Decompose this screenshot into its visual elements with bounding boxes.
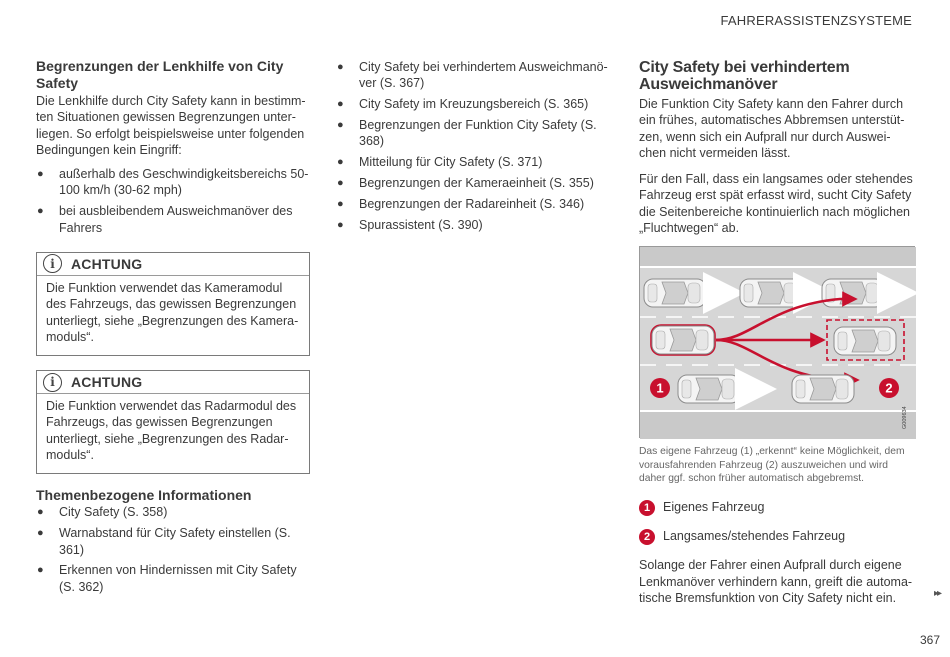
legend-label: Eigenes Fahrzeug	[663, 500, 765, 515]
warning-note-header	[37, 253, 309, 276]
related-link[interactable]: ● Erkennen von Hindernissen mit City Safety (S. 362)	[37, 563, 297, 594]
legend-slow-vehicle	[639, 528, 915, 545]
warning-text: Die Funktion verwendet das Kameramodul des Fahrzeugs, das gewissen Begrenzungen unterliegt, siehe „Begrenzungen des Kamera-moduls“.	[46, 280, 299, 344]
related-link[interactable]: ● Begrenzungen der Kameraeinheit (S. 355)	[337, 176, 594, 191]
page-title: City Safety bei verhindertem Ausweichmanöver	[639, 59, 850, 93]
continue-arrow-icon: ▸▸	[933, 588, 940, 599]
related-link[interactable]: ● City Safety im Kreuzungsbereich (S. 365)	[337, 97, 589, 112]
warning-note-camera	[36, 252, 310, 356]
related-info-heading: Themenbezogene Informationen	[36, 487, 252, 504]
warning-note-header	[37, 371, 309, 394]
page-number: 367	[919, 633, 940, 647]
svg-text:1: 1	[656, 380, 664, 396]
legend-own-vehicle	[639, 499, 915, 516]
section-heading-limitations: Begrenzungen der Lenkhilfe von City Safety	[36, 58, 284, 91]
figure-caption: Das eigene Fahrzeug (1) „erkennt“ keine Möglichkeit, dem vorausfahrenden Fahrzeug (2) auszuweichen und wird daher ggf. schon früher automatisch abgebremst.	[639, 446, 905, 484]
list-item: ● außerhalb des Geschwindigkeitsbereichs 50-100 km/h (30-62 mph)	[37, 167, 309, 198]
legend-marker: 1	[639, 500, 655, 516]
warning-note-radar	[36, 370, 310, 474]
info-icon: i	[43, 373, 62, 392]
paragraph-escape-routes: Für den Fall, dass ein langsames oder stehendes Fahrzeug erst spät erfasst wird, sucht City Safety die Seitenbereiche kontinuierlich nach möglichen „Fluchtwegen“ ab.	[639, 172, 913, 236]
related-link[interactable]: ● Warnabstand für City Safety einstellen (S. 361)	[37, 526, 291, 557]
related-link[interactable]: ● Mitteilung für City Safety (S. 371)	[337, 155, 543, 170]
column-right	[639, 60, 915, 606]
column-middle	[336, 59, 612, 238]
paragraph-intro: Die Funktion City Safety kann den Fahrer durch ein frühes, automatisches Abbremsen unterstüt-zen, wenn sich ein Aufprall nur durch Auswei-chen nicht vermeiden lässt.	[639, 97, 905, 160]
section-header: FAHRERASSISTENZSYSTEME	[720, 13, 912, 28]
related-list-continued	[336, 59, 612, 233]
related-link[interactable]: ● Begrenzungen der Funktion City Safety (S. 368)	[337, 118, 597, 149]
city-safety-illustration	[639, 246, 915, 438]
column-left	[36, 58, 310, 600]
related-link[interactable]: ● Spurassistent (S. 390)	[337, 217, 483, 232]
warning-title: ACHTUNG	[71, 374, 143, 391]
related-link[interactable]: ● City Safety (S. 358)	[37, 505, 168, 520]
related-link[interactable]: ● Begrenzungen der Radareinheit (S. 346)	[337, 197, 585, 212]
legend-marker: 2	[639, 529, 655, 545]
figure-id: G009634	[902, 406, 908, 430]
warning-text: Die Funktion verwendet das Radarmodul des Fahrzeugs, das gewissen Begrenzungen unterliegt, siehe „Begrenzungen des Radar-moduls“.	[46, 399, 297, 463]
warning-title: ACHTUNG	[71, 255, 143, 272]
info-icon: i	[43, 254, 62, 273]
related-link[interactable]: ● City Safety bei verhindertem Ausweichmanö-ver (S. 367)	[337, 60, 608, 91]
limitations-list	[36, 166, 310, 236]
road-diagram	[640, 247, 916, 439]
paragraph-limitations: Die Lenkhilfe durch City Safety kann in bestimm-ten Situationen gewissen Begrenzungen unter-liegen. So erfolgt beispielsweise unter folgenden Bedingungen kein Eingriff:	[36, 94, 306, 157]
paragraph-driver-steering: Solange der Fahrer einen Aufprall durch eigene Lenkmanöver verhindern kann, greift die automa-tische Bremsfunktion von City Safety nicht ein.	[639, 558, 913, 605]
svg-text:2: 2	[885, 380, 893, 396]
legend-label: Langsames/stehendes Fahrzeug	[663, 529, 846, 544]
related-list	[36, 504, 310, 595]
list-item: ● bei ausbleibendem Ausweichmanöver des Fahrers	[37, 204, 293, 235]
